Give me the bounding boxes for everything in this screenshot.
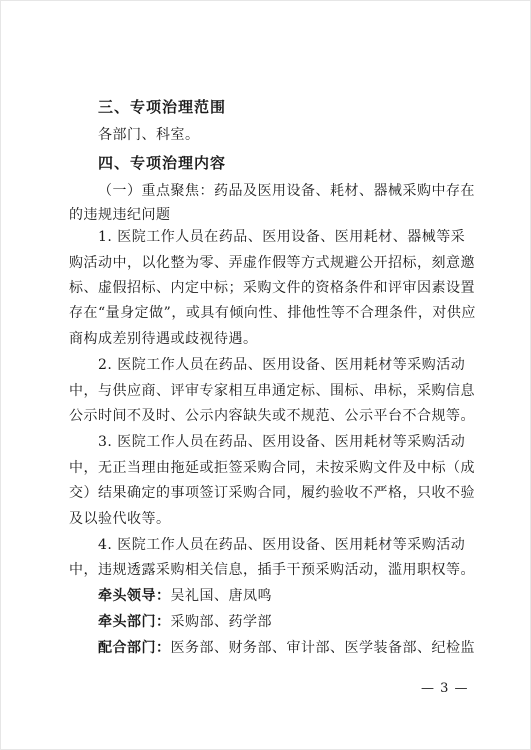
paragraph-line: 4. 医院工作人员在药品、医用设备、医用耗材等采购活动: [98, 537, 466, 553]
page-number: — 3 —: [421, 681, 469, 696]
paragraph-line: 中，与供应商、评审专家相互串通定标、围标、串标，采购信息: [69, 383, 475, 399]
subsection-heading: （一）重点聚焦：药品及医用设备、耗材、器械采购中存在: [98, 183, 475, 199]
paragraph-line: 3. 医院工作人员在药品、医用设备、医用耗材等采购活动: [98, 434, 466, 450]
coop-department-value: 医务部、财务部、审计部、医学装备部、纪检监: [170, 640, 475, 656]
lead-department-value: 采购部、药学部: [170, 614, 272, 630]
lead-department-line: [98, 612, 272, 632]
lead-leaders-label: 牵头领导：: [98, 588, 171, 604]
paragraph-line: 各部门、科室。: [98, 127, 200, 143]
coop-department-label: 配合部门：: [98, 640, 171, 656]
lead-leaders-value: 吴礼国、唐凤鸣: [170, 588, 272, 604]
paragraph-line: 购活动中，以化整为零、弄虚作假等方式规避公开招标，刻意邀: [69, 255, 475, 271]
paragraph-line: 的违规违纪问题: [69, 207, 171, 223]
lead-leaders-line: [98, 586, 272, 606]
paragraph-line: 存在“量身定做”，或具有倾向性、排他性等不合理条件，对供应: [69, 305, 476, 321]
coop-department-line: [98, 638, 475, 658]
paragraph-line: 中，违规透露采购相关信息，插手干预采购活动，滥用职权等。: [69, 562, 475, 578]
paragraph-line: 中，无正当理由拖延或拒签采购合同，未按采购文件及中标（成: [69, 460, 475, 476]
paragraph-line: 公示时间不及时、公示内容缺失或不规范、公示平台不合规等。: [69, 408, 475, 424]
paragraph-line: 1. 医院工作人员在药品、医用设备、医用耗材、器械等采: [98, 229, 466, 245]
paragraph-line: 2. 医院工作人员在药品、医用设备、医用耗材等采购活动: [98, 357, 466, 373]
paragraph-line: 及以验代收等。: [69, 511, 171, 527]
lead-department-label: 牵头部门：: [98, 614, 171, 630]
paragraph-line: 标、虚假招标、内定中标；采购文件的资格条件和评审因素设置: [69, 280, 475, 296]
section-heading-scope: 三、专项治理范围: [98, 98, 227, 116]
section-heading-content: 四、专项治理内容: [98, 154, 227, 172]
paragraph-line: 商构成差别待遇或歧视待遇。: [69, 331, 258, 347]
paragraph-line: 交）结果确定的事项签订采购合同，履约验收不严格，只收不验: [69, 485, 475, 501]
